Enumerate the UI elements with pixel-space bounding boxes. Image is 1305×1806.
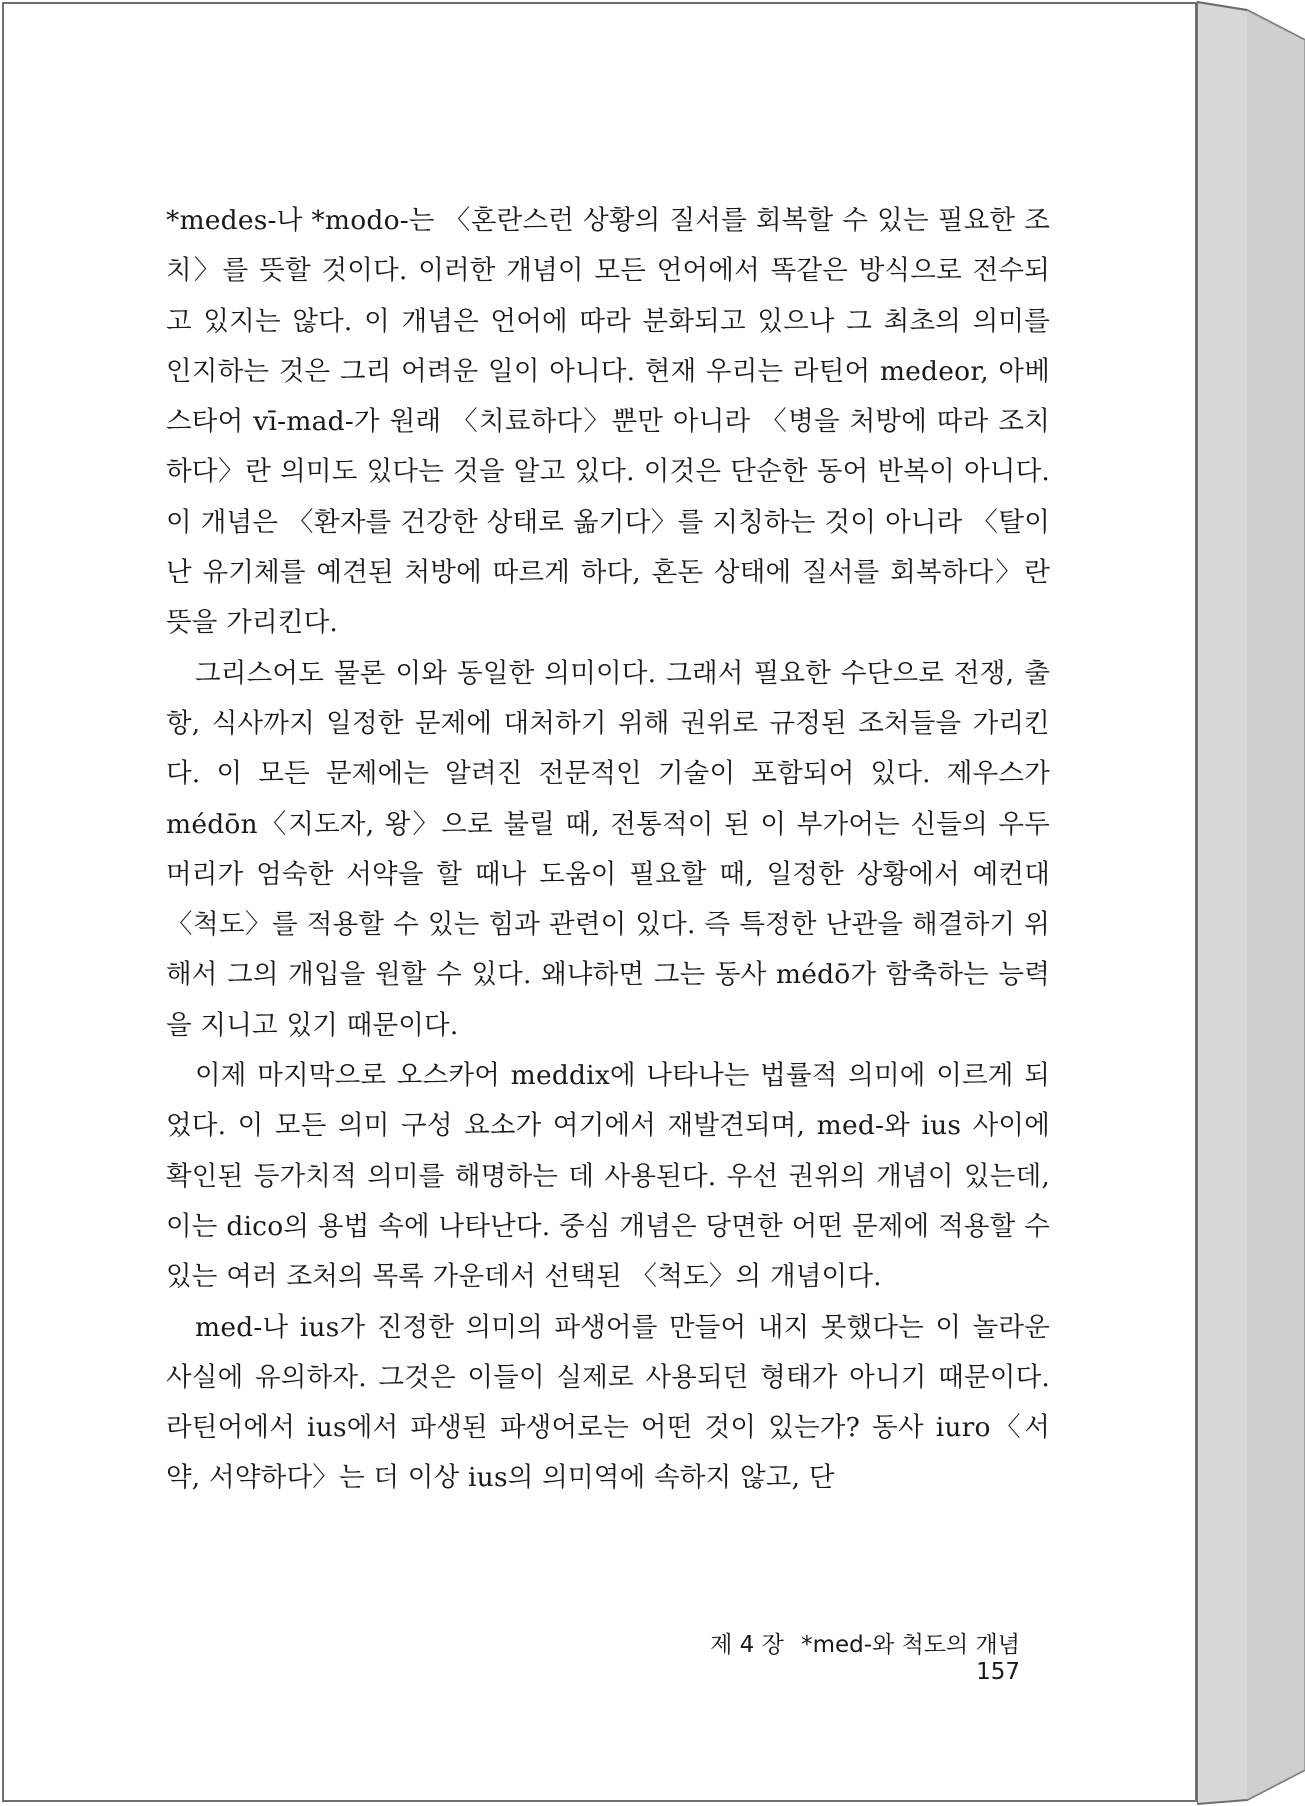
paragraph-2: 그리스어도 물론 이와 동일한 의미이다. 그래서 필요한 수단으로 전쟁, 출항, 식사까지 일정한 문제에 대처하기 위해 권위로 규정된 조처들을 가리킨다. 이 모든 문제에는 알려진 전문적인 기술이 포함되어 있다. 제우스가 médōn〈지도자, 왕〉으로 불릴 때, 전통적이 된 이 부가어는 신들의 우두머리가 엄숙한 서약을 할 때나 도움이 필요할 때, 일정한 상황에서 예컨대 〈척도〉를 적용할 수 있는 힘과 관련이 있다. 즉 특정한 난관을 해결하기 위해서 그의 개입을 원할 수 있다. 왜냐하면 그는 동사 médō가 함축하는 능력을 지니고 있기 때문이다.	[166, 657, 1050, 1041]
chapter-title: *med-와 척도의 개념	[801, 1632, 1020, 1658]
running-footer	[650, 1626, 1020, 1685]
chapter-label: 제 4 장	[710, 1632, 784, 1658]
paragraph-4: med-나 ius가 진정한 의미의 파생어를 만들어 내지 못했다는 이 놀라운 사실에 유의하자. 그것은 이들이 실제로 사용되던 형태가 아니기 때문이다. 라틴어에서 ius에서 파생된 파생어로는 어떤 것이 있는가? 동사 iuro〈서약, 서약하다〉는 더 이상 ius의 의미역에 속하지 않고, 단	[166, 1311, 1050, 1494]
paragraph-3: 이제 마지막으로 오스카어 meddix에 나타나는 법률적 의미에 이르게 되었다. 이 모든 의미 구성 요소가 여기에서 재발견되며, med-와 ius 사이에 확인된 등가치적 의미를 해명하는 데 사용된다. 우선 권위의 개념이 있는데, 이는 dico의 용법 속에 나타난다. 중심 개념은 당면한 어떤 문제에 적용할 수 있는 여러 조처의 목록 가운데서 선택된 〈척도〉의 개념이다.	[166, 1060, 1050, 1293]
paragraph-1: *medes-나 *modo-는 〈혼란스런 상황의 질서를 회복할 수 있는 필요한 조치〉를 뜻할 것이다. 이러한 개념이 모든 언어에서 똑같은 방식으로 전수되고 있지는 않다. 이 개념은 언어에 따라 분화되고 있으나 그 최초의 의미를 인지하는 것은 그리 어려운 일이 아니다. 현재 우리는 라틴어 medeor, 아베스타어 vī-mad-가 원래 〈치료하다〉뿐만 아니라 〈병을 처방에 따라 조치하다〉란 의미도 있다는 것을 알고 있다. 이것은 단순한 동어 반복이 아니다. 이 개념은 〈환자를 건강한 상태로 옮기다〉를 지칭하는 것이 아니라 〈탈이 난 유기체를 예견된 처방에 따르게 하다, 혼돈 상태에 질서를 회복하다〉란 뜻을 가리킨다.	[166, 205, 1050, 639]
page-body	[166, 196, 1050, 1504]
page-number: 157	[976, 1659, 1020, 1685]
